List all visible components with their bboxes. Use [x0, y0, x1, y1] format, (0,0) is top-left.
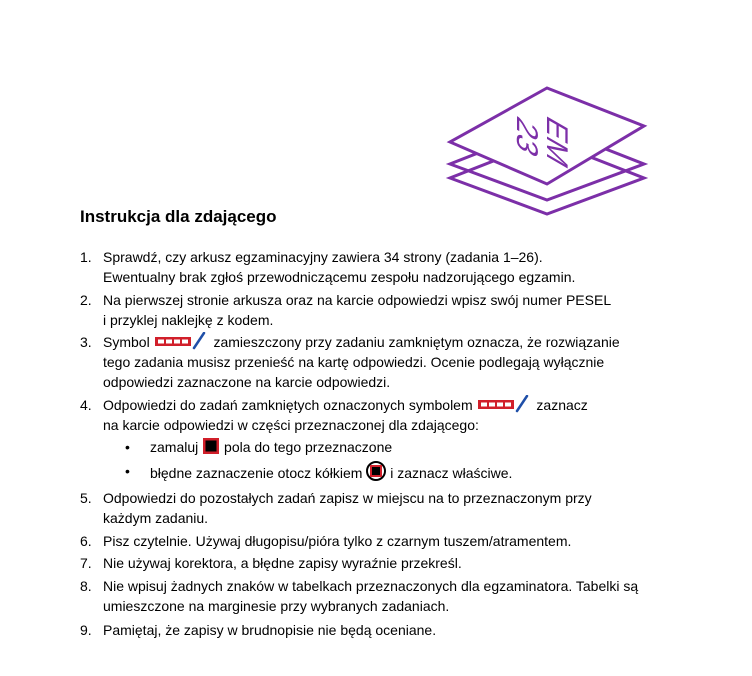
item-number: 8.: [80, 578, 92, 594]
item-text: Pamiętaj, że zapisy w brudnopisie nie będą oceniane.: [103, 622, 437, 638]
filled-box-icon: [202, 437, 220, 455]
item-text: Nie używaj korektora, a błędne zapisy wyraźnie przekreśl.: [103, 555, 462, 571]
item-number: 2.: [80, 292, 92, 308]
item-text: zaznacz: [536, 397, 588, 413]
item-text: odpowiedzi zaznaczone na karcie odpowiedzi.: [103, 374, 391, 390]
item-text: tego zadania musisz przenieść na kartę odpowiedzi. Ocenie podlegają wyłącznie: [103, 354, 605, 370]
item-number: 4.: [80, 397, 92, 413]
item-number: 6.: [80, 533, 92, 549]
logo-text-23: 23: [510, 110, 544, 164]
answer-card-symbol-icon: [154, 332, 210, 350]
item-text: zamieszczony przy zadaniu zamkniętym oznacza, że rozwiązanie: [213, 334, 620, 350]
bullet-text: błędne zaznaczenie otocz kółkiem: [150, 465, 363, 481]
item-text: na karcie odpowiedzi w części przeznaczonej dla zdającego:: [103, 417, 479, 433]
item-text: Pisz czytelnie. Używaj długopisu/pióra tylko z czarnym tuszem/atramentem.: [103, 533, 572, 549]
item-number: 3.: [80, 334, 92, 350]
item-text: umieszczone na marginesie przy wybranych zadaniach.: [103, 598, 450, 614]
logo-text-em: EM: [540, 110, 574, 175]
item-text: Symbol: [103, 334, 150, 350]
item-text: Nie wpisuj żadnych znaków w tabelkach przeznaczonych dla egzaminatora. Tabelki są: [103, 578, 639, 594]
item-number: 7.: [80, 555, 92, 571]
bullet-text: zamaluj: [150, 439, 199, 455]
item-text: i przyklej naklejkę z kodem.: [103, 312, 274, 328]
em23-logo: [444, 86, 650, 216]
item-text: Ewentualny brak zgłoś przewodniczącemu zespołu nadzorującego egzamin.: [103, 269, 576, 285]
item-text: Odpowiedzi do zadań zamkniętych oznaczonych symbolem: [103, 397, 473, 413]
bullet-text: i zaznacz właściwe.: [390, 465, 513, 481]
item-number: 5.: [80, 490, 92, 506]
item-text: Sprawdź, czy arkusz egzaminacyjny zawiera 34 strony (zadania 1–26).: [103, 249, 543, 265]
bullet-dot: •: [125, 439, 130, 455]
bullet-text: pola do tego przeznaczone: [224, 439, 393, 455]
page-title: Instrukcja dla zdającego: [80, 207, 277, 226]
item-number: 1.: [80, 249, 92, 265]
bullet-dot: •: [125, 463, 130, 479]
item-text: Odpowiedzi do pozostałych zadań zapisz w miejscu na to przeznaczonym przy: [103, 490, 592, 506]
item-number: 9.: [80, 622, 92, 638]
answer-card-symbol-icon: [477, 395, 533, 413]
item-text: Na pierwszej stronie arkusza oraz na karcie odpowiedzi wpisz swój numer PESEL: [103, 292, 612, 308]
item-text: każdym zadaniu.: [103, 510, 209, 526]
circled-box-icon: [366, 461, 386, 481]
